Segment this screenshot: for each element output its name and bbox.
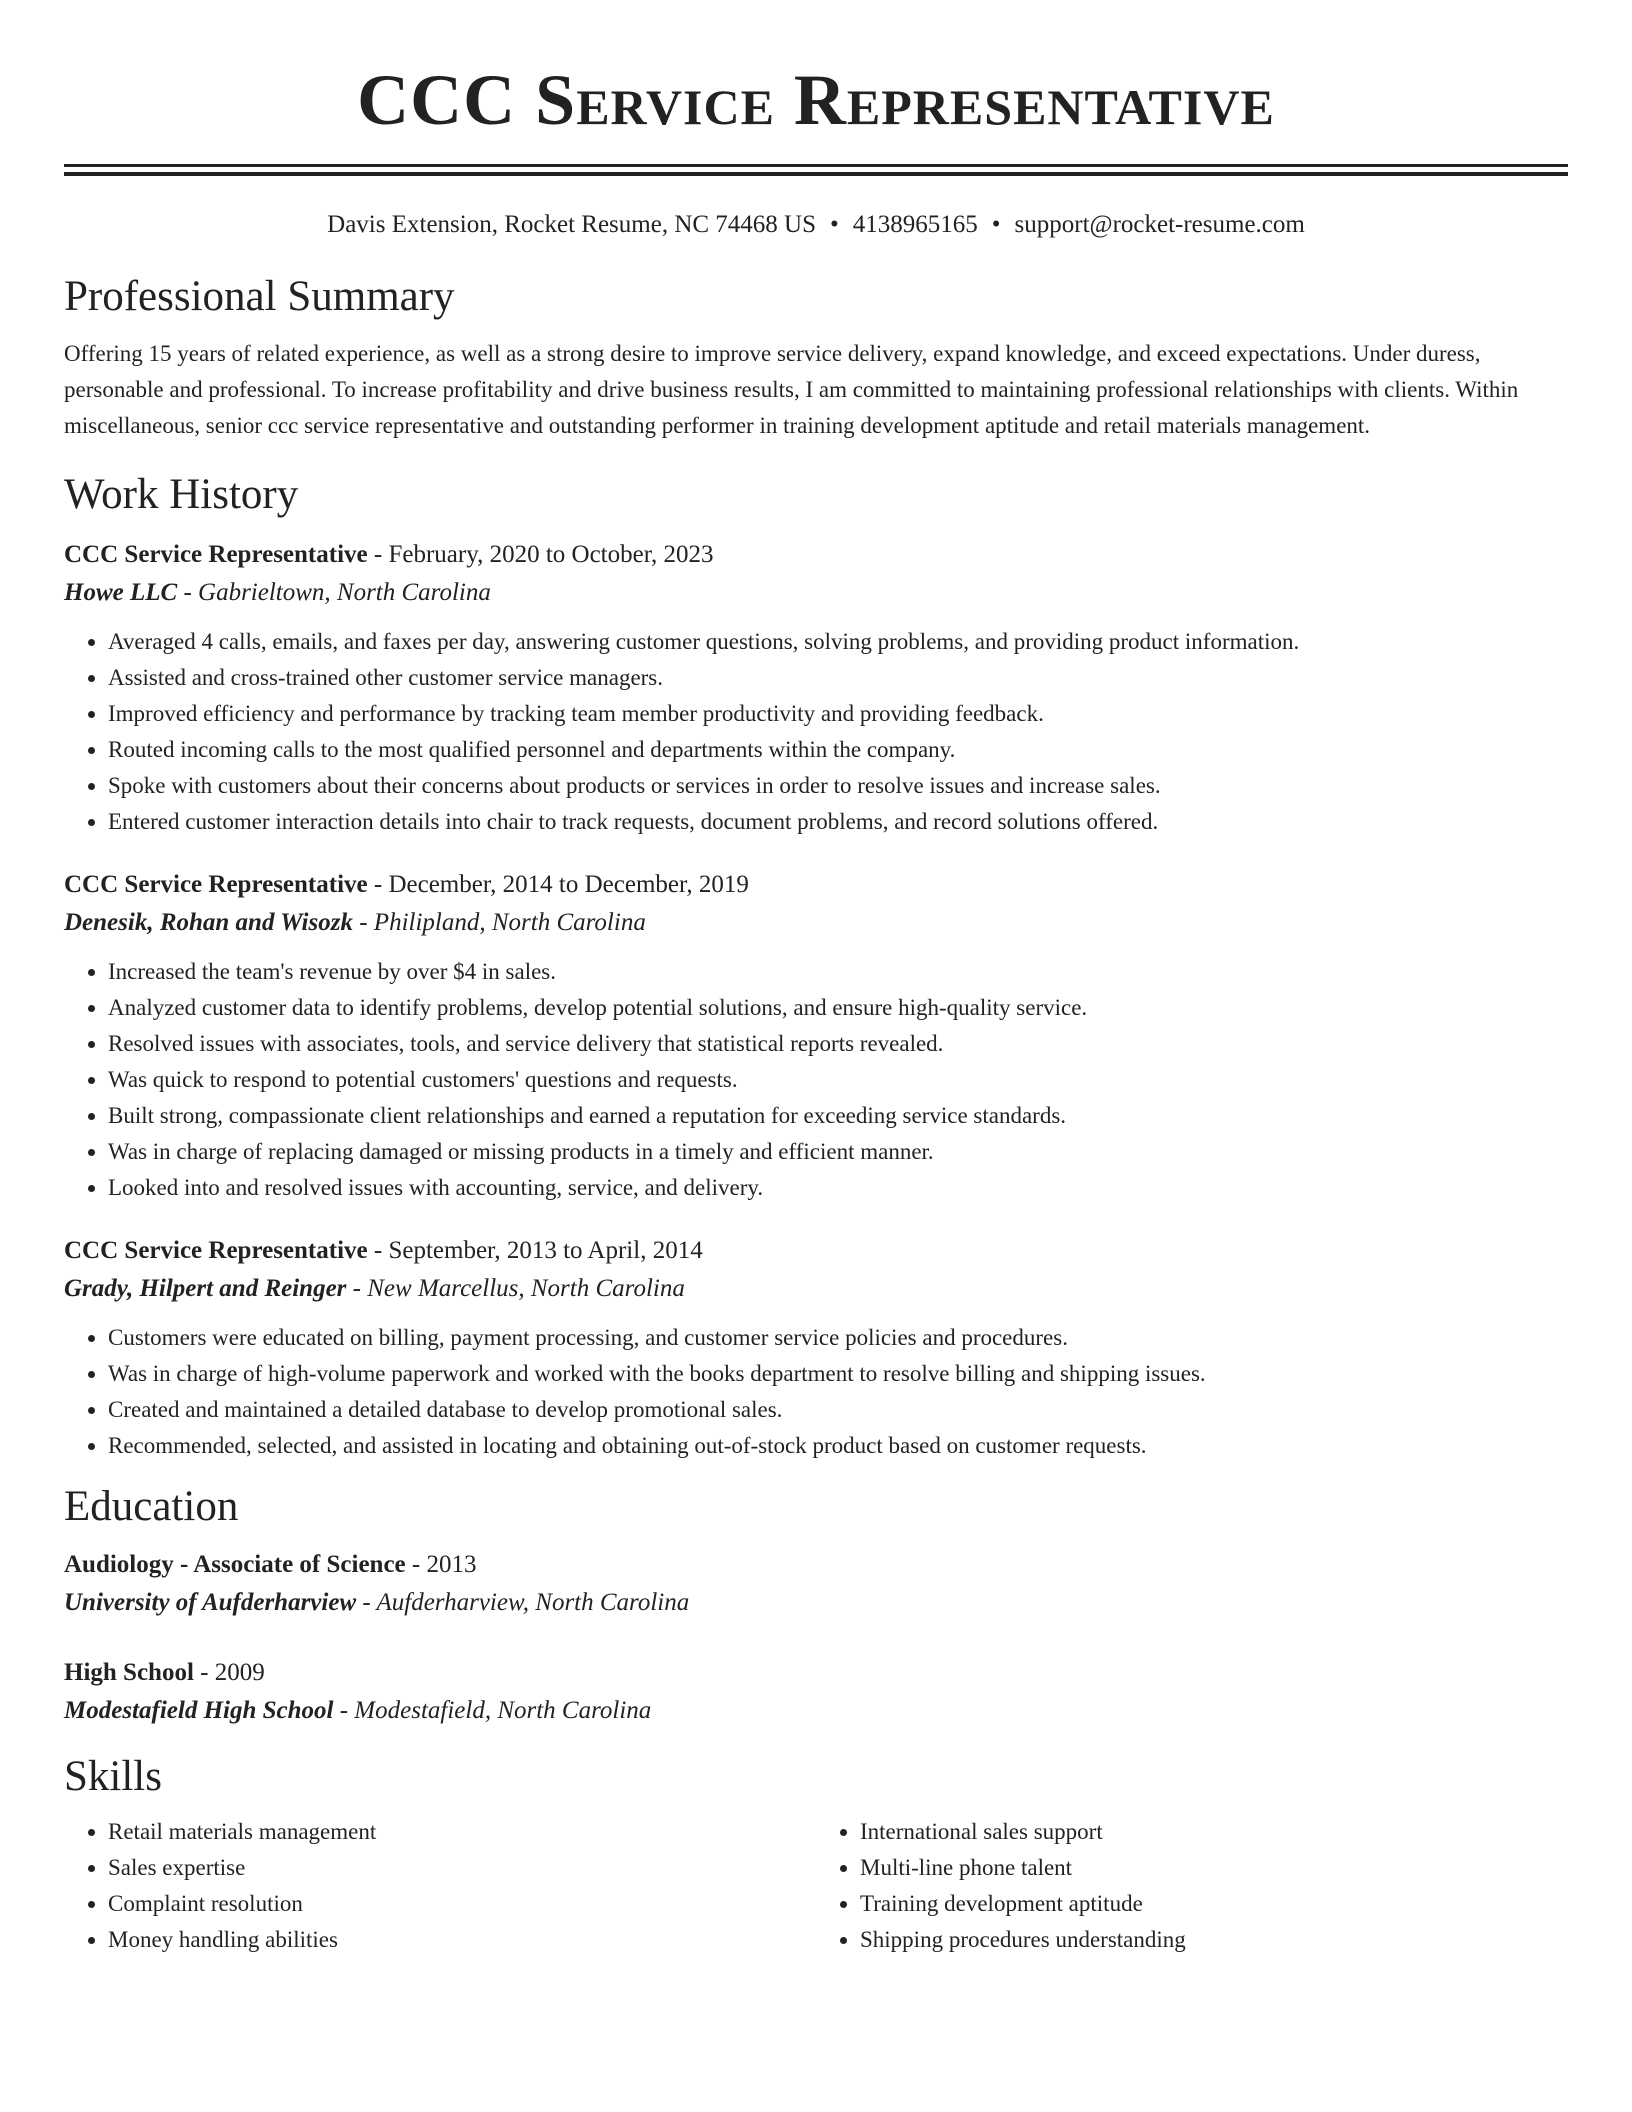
contact-email: support@rocket-resume.com [1014,211,1305,238]
education-school: University of Aufderharview [64,1589,357,1616]
education-degree-line [64,1546,1568,1584]
job-company-line [64,1270,1568,1308]
job-dates: - September, 2013 to April, 2014 [367,1237,703,1264]
job-dates: - December, 2014 to December, 2019 [367,871,749,898]
list-item: • Increased the team's revenue by over $4 in sales. [108,954,1568,990]
list-item: • Looked into and resolved issues with accounting, service, and delivery. [108,1170,1568,1206]
job-entry [64,1232,1568,1464]
list-item: • Entered customer interaction details into chair to track requests, document problems, and record solutions offered. [108,804,1568,840]
section-title-summary: Professional Summary [64,273,455,320]
education-year: - 2009 [193,1659,265,1686]
job-bullets [64,1320,1568,1464]
job-entry [64,866,1568,1206]
section-title-skills: Skills [64,1753,162,1800]
education-entry [64,1546,1568,1622]
contact-line [64,208,1568,242]
job-location: - Philipland, North Carolina [352,909,646,936]
list-item: • Built strong, compassionate client relationships and earned a reputation for exceeding service standards. [108,1098,1568,1134]
skills-column-left [64,1814,816,1958]
list-item: • Was in charge of high-volume paperwork and worked with the books department to resolve billing and shipping issues. [108,1356,1568,1392]
job-role: CCC Service Representative [64,541,368,568]
section-title-work-history: Work History [64,471,299,518]
list-item: • Assisted and cross-trained other customer service managers. [108,660,1568,696]
skills-list [816,1814,1568,1958]
job-company: Denesik, Rohan and Wisozk [64,909,353,936]
education-degree: High School [64,1659,194,1686]
education-entry [64,1654,1568,1730]
education-degree: Audiology - Associate of Science [64,1551,406,1578]
education-school: Modestafield High School [64,1697,334,1724]
job-bullets [64,954,1568,1206]
job-company-line [64,574,1568,612]
job-role: CCC Service Representative [64,1237,368,1264]
header-divider-top [64,164,1568,167]
contact-address: Davis Extension, Rocket Resume, NC 74468 US [327,211,817,238]
skill-item: • Multi-line phone talent [860,1850,1568,1886]
list-item: • Created and maintained a detailed database to develop promotional sales. [108,1392,1568,1428]
skill-item: • Training development aptitude [860,1886,1568,1922]
job-dates: - February, 2020 to October, 2023 [367,541,714,568]
education-school-line [64,1584,1568,1622]
list-item: • Was in charge of replacing damaged or missing products in a timely and efficient manner. [108,1134,1568,1170]
contact-phone: 4138965165 [852,211,978,238]
list-item: • Analyzed customer data to identify problems, develop potential solutions, and ensure high-quality service. [108,990,1568,1026]
job-title-line [64,1232,1568,1270]
skill-item: • Retail materials management [108,1814,816,1850]
list-item: • Averaged 4 calls, emails, and faxes per day, answering customer questions, solving problems, and providing product information. [108,624,1568,660]
list-item: • Resolved issues with associates, tools, and service delivery that statistical reports revealed. [108,1026,1568,1062]
header-divider-bottom [64,172,1568,176]
job-bullets [64,624,1568,840]
job-location: - Gabrieltown, North Carolina [177,579,491,606]
skill-item: • Complaint resolution [108,1886,816,1922]
education-location: - Aufderharview, North Carolina [356,1589,690,1616]
job-role: CCC Service Representative [64,871,368,898]
summary-text: Offering 15 years of related experience, as well as a strong desire to improve service delivery, expand knowledge, and exceed expectations. Under duress, personable and professional. To increase profitability and drive business results, I am committed to maintaining professional relationships with clients. Within miscellaneous, senior ccc service representative and outstanding performer in training development aptitude and retail materials management. [64,341,1519,438]
list-item: • Recommended, selected, and assisted in locating and obtaining out-of-stock product based on customer requests. [108,1428,1568,1464]
list-item: • Customers were educated on billing, payment processing, and customer service policies and procedures. [108,1320,1568,1356]
contact-separator: • [991,211,1001,238]
skill-item: • Shipping procedures understanding [860,1922,1568,1958]
skills-list [64,1814,816,1958]
section-title-education: Education [64,1483,239,1530]
job-company: Howe LLC [64,579,178,606]
list-item: • Was quick to respond to potential customers' questions and requests. [108,1062,1568,1098]
list-item: • Spoke with customers about their concerns about products or services in order to resolve issues and increase sales. [108,768,1568,804]
candidate-name: CCC Service Representative [357,60,1275,140]
skill-item: • International sales support [860,1814,1568,1850]
education-year: - 2013 [405,1551,477,1578]
job-title-line [64,866,1568,904]
skill-item: • Money handling abilities [108,1922,816,1958]
job-title-line [64,536,1568,574]
skills-column-right [816,1814,1568,1958]
education-location: - Modestafield, North Carolina [333,1697,652,1724]
list-item: • Routed incoming calls to the most qualified personnel and departments within the company. [108,732,1568,768]
skills-grid [64,1814,1568,1958]
job-entry [64,536,1568,840]
list-item: • Improved efficiency and performance by tracking team member productivity and providing feedback. [108,696,1568,732]
job-company-line [64,904,1568,942]
skill-item: • Sales expertise [108,1850,816,1886]
job-location: - New Marcellus, North Carolina [346,1275,685,1302]
contact-separator: • [830,211,839,238]
job-company: Grady, Hilpert and Reinger [64,1275,347,1302]
education-degree-line [64,1654,1568,1692]
education-school-line [64,1692,1568,1730]
